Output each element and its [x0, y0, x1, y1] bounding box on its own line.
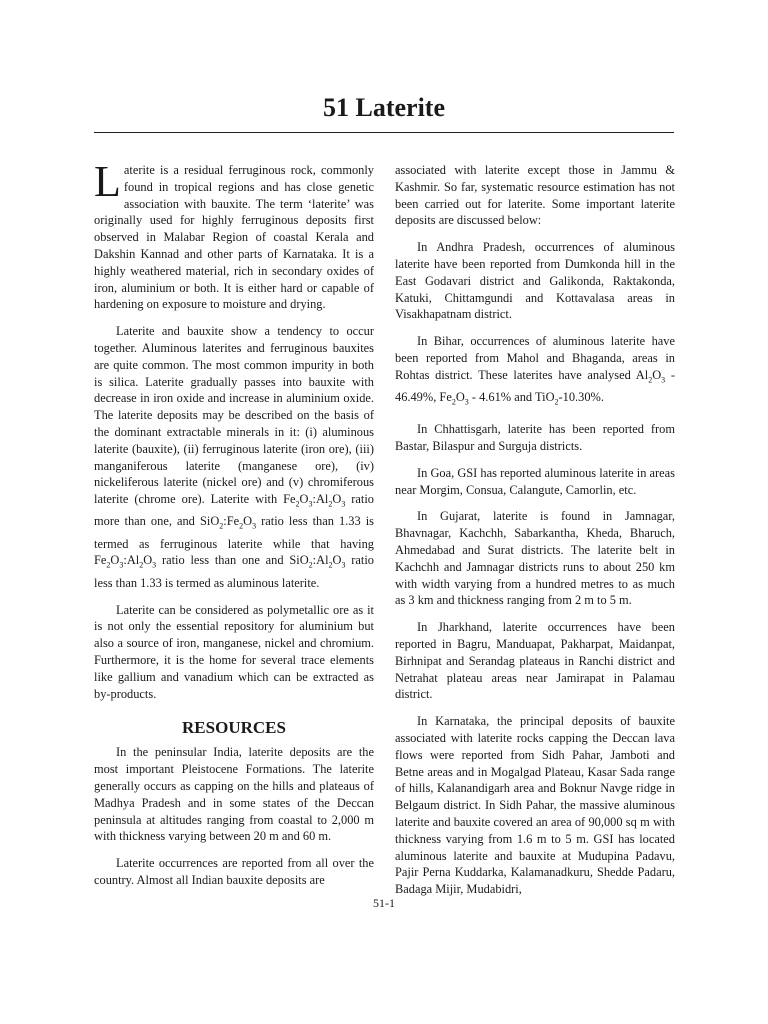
- classification-paragraph: [94, 323, 374, 591]
- chhattisgarh-paragraph: In Chhattisgarh, laterite has been reported from Bastar, Bilaspur and Surguja districts.: [395, 422, 675, 454]
- gujarat-paragraph: In Gujarat, laterite is found in Jamnagar, Bhavnagar, Kachchh, Sabarkantha, Kheda, Bharuch, Ahmedabad and Surat districts. The laterite belt in Kachchh and Jamnagar districts runs to about 250 km with width varying from a hundred metres to as much as 3 km and thickness ranging from 2 m to 5 m.: [395, 509, 675, 608]
- bihar-paragraph: [395, 333, 675, 411]
- jharkhand-paragraph: In Jharkhand, laterite occurrences have been reported in Bagru, Manduapat, Pakharpat, Maidanpat, Birhnipat and Serandag plateaus in Ranchi district and Netrahat plateau areas near Jamirapat in Palamau district.: [395, 620, 675, 702]
- karnataka-paragraph: In Karnataka, the principal deposits of bauxite associated with laterite rocks capping the Deccan lava flows were reported from Sidh Pahar, Jamboti and Betne areas and in Mogalgad Plateau, Kasar Sada range of hills, Kalanandigarh area and Boknur Navge ridge in Belgaum district. In Sidh Pahar, the massive aluminous laterite and bauxite covered an area of 90,000 sq m with thickness varying from 1.6 m to 5 m. GSI has located aluminous laterite and bauxite at Mudupina Padavu, Pajir Perna Kuddarka, Kalamanadkuru, Shedde Padaru, Badaga Mijir, Mudabidri,: [395, 714, 675, 897]
- formula-al: $Al_2O_3$: [635, 367, 666, 385]
- title-rule: [94, 132, 674, 133]
- right-column: [395, 162, 675, 908]
- formula-fe: $Fe_2O_3$: [439, 390, 469, 407]
- bihar-text-b: - 46.49%,: [395, 367, 675, 405]
- intro-paragraph: [94, 157, 374, 313]
- goa-paragraph: In Goa, GSI has reported aluminous laterite in areas near Morgim, Consua, Calangute, Camorlin, etc.: [395, 465, 675, 497]
- drop-cap: L: [94, 157, 121, 206]
- bihar-text-a: In Bihar, occurrences of aluminous laterite have been reported from Mahol and Bhaganda, areas in Rohtas district. These laterites have analysed: [395, 334, 675, 382]
- section-heading: RESOURCES: [182, 718, 286, 738]
- classification-text-b: ratio more than one, and: [94, 492, 374, 529]
- formula-si-fe: $SiO_2:Fe_2O_3$: [199, 514, 257, 531]
- continuation-paragraph: associated with laterite except those in Jammu & Kashmir. So far, systematic resource estimation has not been carried out for laterite. Some important laterite deposits are discussed below:: [395, 163, 675, 228]
- polymetallic-paragraph: Laterite can be considered as polymetallic ore as it is not only the essential repository for aluminium but also a source of iron, manganese, nickel and chromium. Furthermore, it is the home for several trace elements like gallium and vanadium which can be extracted as by-products.: [94, 602, 374, 701]
- formula-ti: TiO$_2$: [534, 390, 559, 407]
- classification-text-c: ratio less than 1.33 is termed as ferruginous laterite while that having: [94, 514, 375, 551]
- andhra-paragraph: In Andhra Pradesh, occurrences of aluminous laterite have been reported from Dumkonda hill in the East Godavari district and Galikonda, Raktakonda, Katuki, Chittamgundi and Kottavalasa areas in Visakhapatnam district.: [395, 240, 675, 322]
- classification-text-e: ratio less than 1.33 is termed as aluminous laterite.: [94, 553, 374, 590]
- formula-fe-al-2: $Fe_2O_3:Al_2O_3$: [94, 553, 157, 570]
- resources-paragraph: In the peninsular India, laterite deposits are the most important Pleistocene Formations. The laterite generally occurs as capping on the hills and plateaus of Madhya Pradesh and in some states of the Deccan peninsula at altitudes ranging from coastal to 2,000 m with thickness varying between 20 m and 60 m.: [94, 745, 374, 844]
- classification-text-a: Laterite and bauxite show a tendency to occur together. Aluminous laterites and ferruginous bauxites are quite common. The most common impurity in both is silica. Laterite gradually passes into bauxite with decrease in iron oxide and increase in aluminium oxide. The laterite deposits may be described on the basis of the dominant extractable minerals in it: (i) aluminous laterite (bauxite), (ii) ferruginous laterite (iron ore), (iii) manganiferous laterite (manganese ore), (iv) nickeliferous laterite (nickel ore) and (v) chromiferous laterite (chrome ore). Laterite with: [94, 324, 374, 507]
- bihar-text-d: -10.30%.: [558, 390, 604, 405]
- occurrences-paragraph: Laterite occurrences are reported from all over the country. Almost all Indian bauxite deposits are: [94, 856, 374, 887]
- classification-text-d: ratio less than one and: [156, 553, 290, 568]
- intro-text: aterite is a residual ferruginous rock, commonly found in tropical regions and has close genetic association with bauxite. The term ‘laterite’ was originally used for highly ferruginous deposits first observed in Malabar Region of coastal Kerala and Dakshin Kannad and other parts of Karnataka. It is a highly weathered material, rich in secondary oxides of iron, aluminium or both. It is either hard or capable of hardening on exposure to moisture and drying.: [94, 163, 374, 312]
- bihar-text-c: - 4.61% and: [468, 390, 535, 405]
- page-number: 51-1: [373, 896, 395, 910]
- formula-si-al: $SiO_2:Al_2O_3$: [289, 553, 346, 570]
- left-column: [94, 157, 375, 899]
- formula-fe-al: $Fe_2O_3:Al_2O_3$: [283, 492, 346, 509]
- page-title: 51 Laterite: [322, 93, 445, 122]
